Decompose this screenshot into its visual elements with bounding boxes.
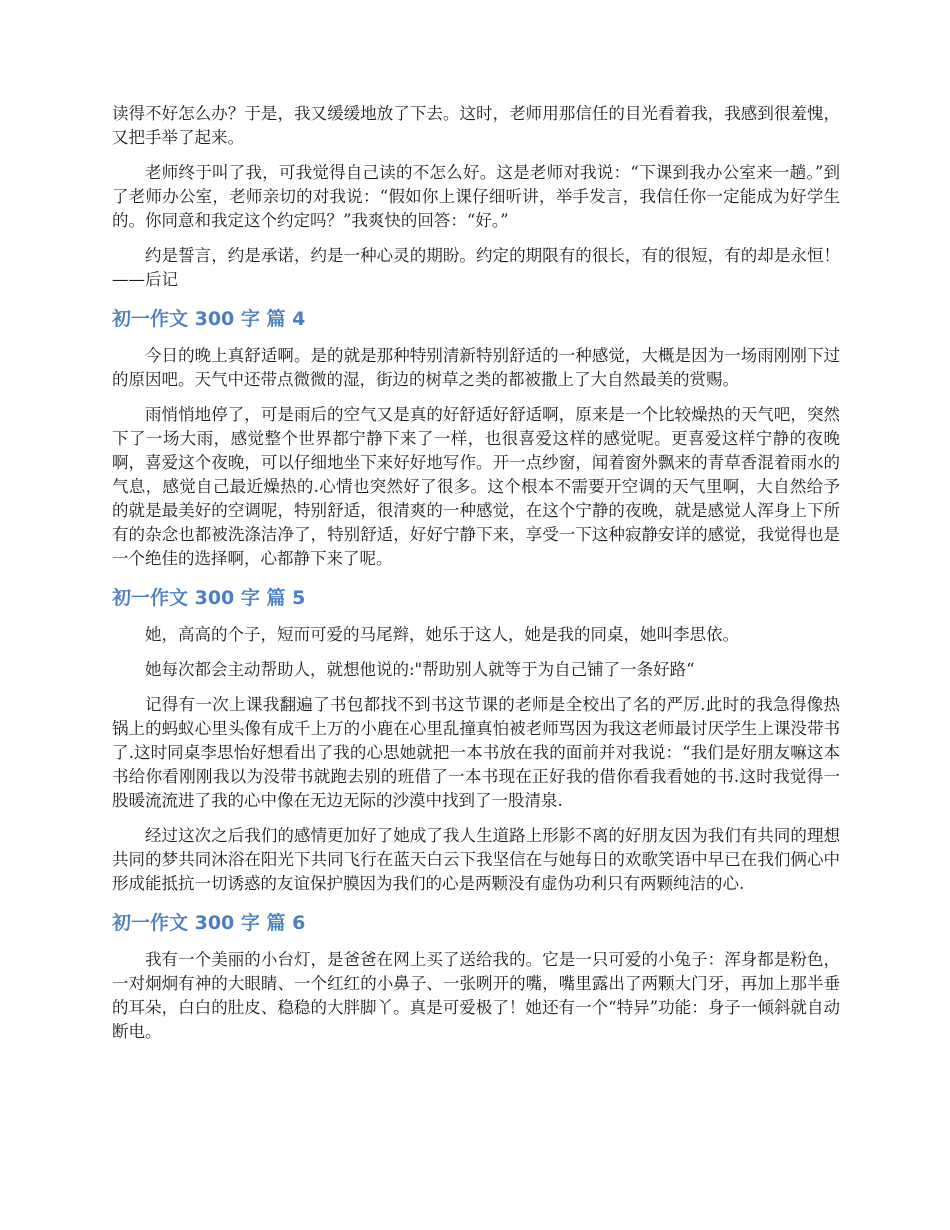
section-heading: 初一作文 300 字 篇 6 <box>112 912 306 934</box>
paragraph: 今日的晚上真舒适啊。是的就是那种特别清新特别舒适的一种感觉，大概是因为一场雨刚刚下过的原因吧。天气中还带点微微的湿，街边的树草之类的都被撒上了大自然最美的赏赐。 <box>112 346 840 389</box>
document-page <box>112 102 840 1055</box>
paragraph: 约是誓言，约是承诺，约是一种心灵的期盼。约定的期限有的很长，有的很短，有的却是永恒！——后记 <box>112 246 840 289</box>
paragraph: 她每次都会主动帮助人，就想他说的:"帮助别人就等于为自己铺了一条好路“ <box>145 660 695 679</box>
paragraph: 老师终于叫了我，可我觉得自己读的不怎么好。这是老师对我说：“下课到我办公室来一趟。”到了老师办公室，老师亲切的对我说：“假如你上课仔细听讲，举手发言，我信任你一定能成为好学生的。你同意和我定这个约定吗？”我爽快的回答：“好。” <box>112 163 840 230</box>
paragraph: 她，高高的个子，短而可爱的马尾辫，她乐于这人，她是我的同桌，她叫李思依。 <box>145 625 739 644</box>
paragraph: 记得有一次上课我翻遍了书包都找不到书这节课的老师是全校出了名的严厉.此时的我急得像热锅上的蚂蚁心里头像有成千上万的小鹿在心里乱撞真怕被老师骂因为我这老师最讨厌学生上课没带书了.这时同桌李思怡好想看出了我的心思她就把一本书放在我的面前并对我说：“我们是好朋友嘛这本书给你看刚刚我以为没带书就跑去别的班借了一本书现在正好我的借你看我看她的书.这时我觉得一股暖流流进了我的心中像在无边无际的沙漠中找到了一股清泉. <box>112 695 840 810</box>
paragraph: 读得不好怎么办？于是，我又缓缓地放了下去。这时，老师用那信任的目光看着我，我感到很羞愧，又把手举了起来。 <box>112 104 840 147</box>
section-heading: 初一作文 300 字 篇 4 <box>112 308 306 330</box>
paragraph: 经过这次之后我们的感情更加好了她成了我人生道路上形影不离的好朋友因为我们有共同的理想共同的梦共同沐浴在阳光下共同飞行在蓝天白云下我坚信在与她每日的欢歌笑语中早已在我们俩心中形成能抵抗一切诱惑的友谊保护膜因为我们的心是两颗没有虚伪功利只有两颗纯洁的心. <box>112 826 840 893</box>
paragraph: 我有一个美丽的小台灯，是爸爸在网上买了送给我的。它是一只可爱的小兔子：浑身都是粉色，一对炯炯有神的大眼睛、一个红红的小鼻子、一张咧开的嘴，嘴里露出了两颗大门牙，再加上那半垂的耳朵，白白的肚皮、稳稳的大胖脚丫。真是可爱极了！她还有一个“特异”功能：身子一倾斜就自动断电。 <box>112 950 840 1041</box>
section-heading: 初一作文 300 字 篇 5 <box>112 587 306 609</box>
paragraph: 雨悄悄地停了，可是雨后的空气又是真的好舒适好舒适啊，原来是一个比较燥热的天气吧，突然下了一场大雨，感觉整个世界都宁静下来了一样，也很喜爱这样的感觉呢。更喜爱这样宁静的夜晚啊，喜爱这个夜晚，可以仔细地坐下来好好地写作。开一点纱窗，闻着窗外飘来的青草香混着雨水的气息，感觉自己最近燥热的.心情也突然好了很多。这个根本不需要开空调的天气里啊，大自然给予的就是最美好的空调呢，特别舒适，很清爽的一种感觉，在这个宁静的夜晚，就是感觉人浑身上下所有的杂念也都被洗涤洁净了，特别舒适，好好宁静下来，享受一下这种寂静安详的感觉，我觉得也是一个绝佳的选择啊，心都静下来了呢。 <box>112 405 840 568</box>
